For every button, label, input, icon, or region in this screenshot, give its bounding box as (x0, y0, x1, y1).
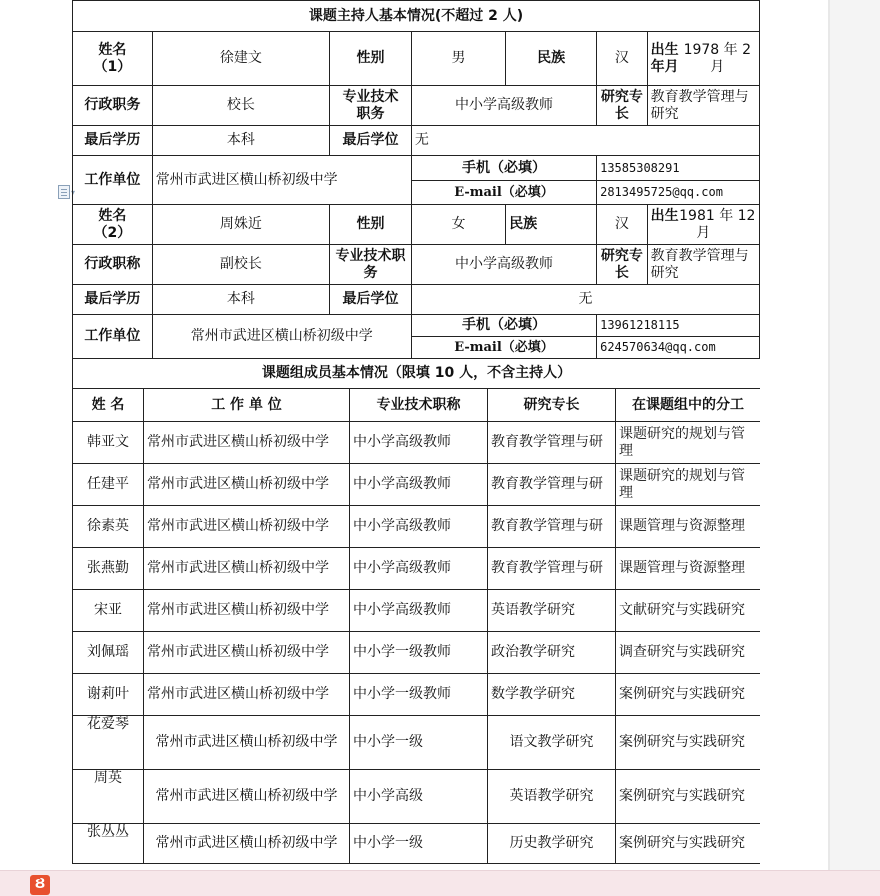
host1-email-label: E-mail（必填） (411, 181, 596, 205)
host2-name: 周姝近 (152, 205, 329, 245)
host1-name: 徐建文 (152, 32, 329, 86)
member-title: 中小学高级教师 (350, 464, 488, 506)
member-specialty: 教育教学管理与研 (488, 506, 616, 548)
member-title: 中小学高级教师 (350, 548, 488, 590)
member-name: 张丛丛 (73, 824, 144, 864)
host2-birth (647, 205, 759, 245)
host2-position: 副校长 (152, 245, 329, 285)
member-role: 课题管理与资源整理 (616, 506, 761, 548)
host2-workplace-label: 工作单位 (73, 315, 153, 359)
host2-gender-label: 性别 (330, 205, 412, 245)
host2-specialty: 教育教学管理与研究 (647, 245, 759, 285)
member-title: 中小学一级教师 (350, 674, 488, 716)
host2-email: 624570634@qq.com (597, 337, 760, 359)
member-title: 中小学高级教师 (350, 422, 488, 464)
table-row (73, 548, 761, 590)
member-name: 花爱琴 (73, 716, 144, 770)
host1-specialty: 教育教学管理与研究 (647, 86, 759, 126)
member-role: 案例研究与实践研究 (616, 674, 761, 716)
host2-ethnicity: 汉 (597, 205, 648, 245)
header-name: 姓 名 (73, 389, 144, 422)
host1-degree: 无 (411, 126, 759, 156)
member-role: 案例研究与实践研究 (616, 770, 761, 824)
page-background (830, 0, 880, 870)
table-row (73, 506, 761, 548)
host-section-title: 课题主持人基本情况(不超过 2 人) (73, 1, 760, 32)
member-workplace: 常州市武进区横山桥初级中学 (144, 716, 350, 770)
member-workplace: 常州市武进区横山桥初级中学 (144, 422, 350, 464)
host1-education: 本科 (152, 126, 329, 156)
host1-position: 校长 (152, 86, 329, 126)
table-row (73, 674, 761, 716)
host-table (72, 0, 760, 359)
host1-education-label: 最后学历 (73, 126, 153, 156)
host1-ethnicity: 汉 (597, 32, 648, 86)
member-name: 张燕勤 (73, 548, 144, 590)
member-workplace: 常州市武进区横山桥初级中学 (144, 824, 350, 864)
members-table (72, 358, 760, 864)
host1-name-label: 姓名 （1） (73, 32, 153, 86)
table-row (73, 716, 761, 770)
members-section-title: 课题组成员基本情况（限填 10 人，不含主持人） (73, 359, 761, 389)
table-row (73, 590, 761, 632)
member-title: 中小学高级 (350, 770, 488, 824)
host2-name-label: 姓名 （2） (73, 205, 153, 245)
member-specialty: 数学教学研究 (488, 674, 616, 716)
host1-birth (647, 32, 759, 86)
member-specialty: 语文教学研究 (488, 716, 616, 770)
header-title: 专业技术职称 (350, 389, 488, 422)
member-workplace: 常州市武进区横山桥初级中学 (144, 548, 350, 590)
member-specialty: 英语教学研究 (488, 590, 616, 632)
member-name: 徐素英 (73, 506, 144, 548)
host2-phone: 13961218115 (597, 315, 760, 337)
member-specialty: 教育教学管理与研 (488, 464, 616, 506)
member-role: 文献研究与实践研究 (616, 590, 761, 632)
host2-education-label: 最后学历 (73, 285, 153, 315)
member-name: 周英 (73, 770, 144, 824)
host2-degree-label: 最后学位 (330, 285, 412, 315)
host1-position-label: 行政职务 (73, 86, 153, 126)
member-specialty: 教育教学管理与研 (488, 422, 616, 464)
app-icon[interactable]: Ȣ (30, 875, 50, 895)
host1-title: 中小学高级教师 (411, 86, 596, 126)
member-role: 调查研究与实践研究 (616, 632, 761, 674)
member-title: 中小学高级教师 (350, 506, 488, 548)
comment-marker-icon[interactable] (58, 185, 70, 199)
member-specialty: 教育教学管理与研 (488, 548, 616, 590)
host2-workplace: 常州市武进区横山桥初级中学 (152, 315, 411, 359)
host1-degree-label: 最后学位 (330, 126, 412, 156)
header-specialty: 研究专长 (488, 389, 616, 422)
host1-title-label: 专业技术 职务 (330, 86, 412, 126)
host2-email-label: E-mail（必填） (411, 337, 596, 359)
host2-ethnicity-label: 民族 (506, 205, 597, 245)
table-row (73, 632, 761, 674)
host2-position-label: 行政职称 (73, 245, 153, 285)
host2-degree: 无 (411, 285, 759, 315)
member-role: 课题管理与资源整理 (616, 548, 761, 590)
host2-title-label: 专业技术职务 (330, 245, 412, 285)
taskbar (0, 870, 880, 896)
member-name: 谢莉叶 (73, 674, 144, 716)
member-workplace: 常州市武进区横山桥初级中学 (144, 506, 350, 548)
host1-gender: 男 (411, 32, 505, 86)
host2-education: 本科 (152, 285, 329, 315)
member-title: 中小学一级 (350, 716, 488, 770)
host2-birth-label: 出生 (650, 207, 679, 224)
host2-specialty-label: 研究专长 (597, 245, 648, 285)
header-workplace: 工 作 单 位 (144, 389, 350, 422)
member-name: 韩亚文 (73, 422, 144, 464)
member-title: 中小学一级 (350, 824, 488, 864)
member-workplace: 常州市武进区横山桥初级中学 (144, 674, 350, 716)
table-row (73, 770, 761, 824)
member-role: 案例研究与实践研究 (616, 824, 761, 864)
member-role: 案例研究与实践研究 (616, 716, 761, 770)
member-workplace: 常州市武进区横山桥初级中学 (144, 770, 350, 824)
host1-specialty-label: 研究专长 (597, 86, 648, 126)
host1-phone-label: 手机（必填） (411, 156, 596, 181)
dropdown-arrow-icon[interactable]: ▾ (71, 188, 76, 197)
host1-phone: 13585308291 (597, 156, 760, 181)
member-role: 课题研究的规划与管理 (616, 422, 761, 464)
member-role: 课题研究的规划与管理 (616, 464, 761, 506)
member-workplace: 常州市武进区横山桥初级中学 (144, 632, 350, 674)
document-page (72, 0, 760, 870)
host1-workplace-label: 工作单位 (73, 156, 153, 205)
member-specialty: 英语教学研究 (488, 770, 616, 824)
host1-email: 2813495725@qq.com (597, 181, 760, 205)
host2-phone-label: 手机（必填） (411, 315, 596, 337)
host1-ethnicity-label: 民族 (506, 32, 597, 86)
member-name: 宋亚 (73, 590, 144, 632)
member-workplace: 常州市武进区横山桥初级中学 (144, 590, 350, 632)
host1-workplace: 常州市武进区横山桥初级中学 (152, 156, 411, 205)
host1-gender-label: 性别 (330, 32, 412, 86)
member-workplace: 常州市武进区横山桥初级中学 (144, 464, 350, 506)
member-title: 中小学一级教师 (350, 632, 488, 674)
host2-gender: 女 (411, 205, 505, 245)
member-rows (73, 422, 761, 864)
header-role: 在课题组中的分工 (616, 389, 761, 422)
host1-birth-value: 1978 年 2 月 (683, 41, 752, 75)
member-name: 任建平 (73, 464, 144, 506)
member-specialty: 历史教学研究 (488, 824, 616, 864)
table-row (73, 464, 761, 506)
member-specialty: 政治教学研究 (488, 632, 616, 674)
host2-birth-value: 1981 年 12 月 (679, 207, 756, 241)
member-title: 中小学高级教师 (350, 590, 488, 632)
table-row (73, 824, 761, 864)
member-name: 刘佩瑶 (73, 632, 144, 674)
host1-birth-label: 出生 年月 (650, 41, 679, 75)
host2-title: 中小学高级教师 (411, 245, 596, 285)
table-row (73, 422, 761, 464)
